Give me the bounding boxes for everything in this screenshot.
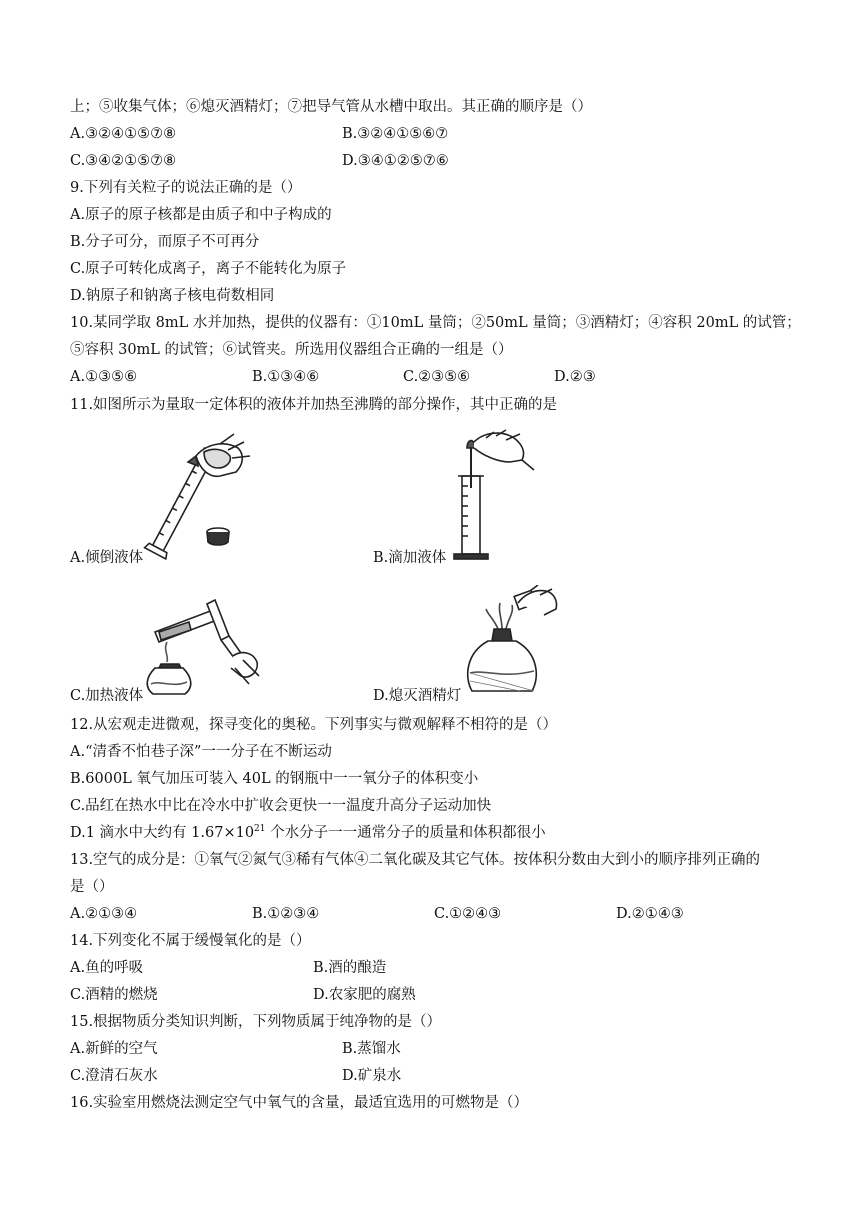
dropping-liquid-illustration (440, 428, 540, 563)
q12-option-c: C.品红在热水中比在冷水中扩收会更快一一温度升高分子运动加快 (70, 798, 492, 814)
q13-stem-line1: 13.空气的成分是：①氧气②氮气③稀有气体④二氧化碳及其它气体。按体积分数由大到小的顺序排列正确的 (70, 852, 761, 868)
q8-stem-tail: 上；⑤收集气体；⑥熄灭酒精灯；⑦把导气管从水槽中取出。其正确的顺序是（） (70, 99, 592, 115)
q15-option-c: C.澄清石灰水 (70, 1068, 158, 1084)
q11-stem: 11.如图所示为量取一定体积的液体并加热至沸腾的部分操作，其中正确的是 (70, 397, 558, 413)
q10-stem-line2: ⑤容积 30mL 的试管；⑥试管夹。所选用仪器组合正确的一组是（） (70, 342, 513, 358)
q12-option-d-text-end: 个水分子一一通常分子的质量和体积都很小 (265, 825, 546, 841)
q12-option-b: B.6000L 氧气加压可装入 40L 的钢瓶中一一氧分子的体积变小 (70, 771, 479, 787)
q14-stem: 14.下列变化不属于缓慢氧化的是（） (70, 933, 311, 949)
q15-option-a: A.新鲜的空气 (70, 1041, 158, 1057)
q8-option-a: A.③②④①⑤⑦⑧ (70, 126, 177, 142)
q13-option-c: C.①②④③ (434, 906, 502, 922)
q13-stem-line2: 是（） (70, 879, 114, 895)
q15-stem: 15.根据物质分类知识判断，下列物质属于纯净物的是（） (70, 1014, 442, 1030)
q14-option-d: D.农家肥的腐熟 (313, 987, 416, 1003)
q14-option-a: A.鱼的呼吸 (70, 960, 144, 976)
q12-option-d-text: D.1 滴水中大约有 1.67×10 (70, 825, 255, 841)
q11-caption-a: A.倾倒液体 (70, 550, 144, 566)
heating-liquid-illustration (145, 590, 265, 700)
q12-stem: 12.从宏观走进微观，探寻变化的奥秘。下列事实与微观解释不相符的是（） (70, 717, 558, 733)
q9-stem: 9.下列有关粒子的说法正确的是（） (70, 180, 302, 196)
q9-option-c: C.原子可转化成离子，离子不能转化为原子 (70, 261, 347, 277)
q16-stem: 16.实验室用燃烧法测定空气中氧气的含量，最适宜选用的可燃物是（） (70, 1095, 529, 1111)
q11-caption-d: D.熄灭酒精灯 (373, 688, 462, 704)
q8-option-d: D.③④①②⑤⑦⑥ (342, 153, 449, 169)
q14-option-b: B.酒的酿造 (313, 960, 387, 976)
q10-stem-line1: 10.某同学取 8mL 水并加热，提供的仪器有：①10mL 量筒；②50mL 量筒；③酒精灯；④容积 20mL 的试管； (70, 315, 801, 331)
q13-option-a: A.②①③④ (70, 906, 138, 922)
q10-option-d: D.②③ (554, 369, 596, 385)
q10-option-b: B.①③④⑥ (252, 369, 320, 385)
extinguishing-lamp-illustration (460, 585, 560, 700)
q8-option-b: B.③②④①⑤⑥⑦ (342, 126, 449, 142)
q14-option-c: C.酒精的燃烧 (70, 987, 158, 1003)
q11-caption-c: C.加热液体 (70, 688, 144, 704)
q13-option-d: D.②①④③ (616, 906, 684, 922)
q8-option-c: C.③④②①⑤⑦⑧ (70, 153, 177, 169)
q12-option-d-exponent: 21 (254, 824, 266, 835)
q10-option-a: A.①③⑤⑥ (70, 369, 138, 385)
q9-option-d: D.钠原子和钠离子核电荷数相同 (70, 288, 275, 304)
q10-option-c: C.②③⑤⑥ (403, 369, 471, 385)
q12-option-a: A.“清香不怕巷子深”一一分子在不断运动 (70, 744, 332, 760)
q11-caption-b: B.滴加液体 (373, 550, 447, 566)
q13-option-b: B.①②③④ (252, 906, 320, 922)
q12-option-d (70, 823, 546, 843)
q15-option-b: B.蒸馏水 (342, 1041, 401, 1057)
pouring-liquid-illustration (140, 430, 260, 560)
q9-option-a: A.原子的原子核都是由质子和中子构成的 (70, 207, 332, 223)
q15-option-d: D.矿泉水 (342, 1068, 402, 1084)
q9-option-b: B.分子可分，而原子不可再分 (70, 234, 260, 250)
